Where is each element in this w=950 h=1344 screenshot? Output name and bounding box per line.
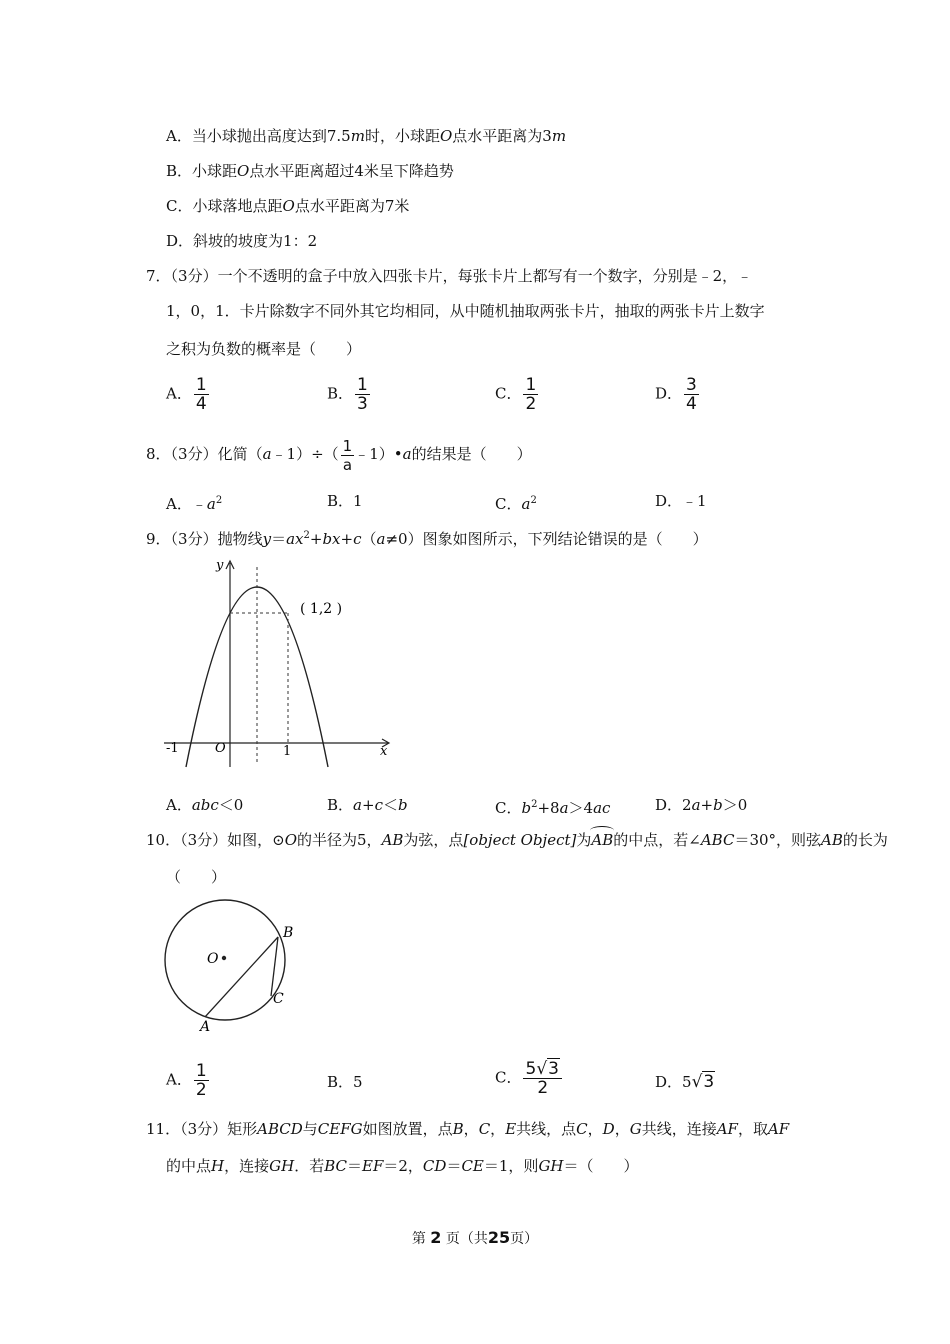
q10-option-d: D．5√3: [655, 1072, 715, 1092]
chord-bc: [271, 937, 278, 996]
label-c: C: [273, 991, 284, 1007]
y-axis-label: y: [216, 558, 224, 573]
q7-stem-line1: 7．（3分）一个不透明的盒子中放入四张卡片，每张卡片上都写有一个数字，分别是﹣2，﹣: [146, 267, 753, 285]
parabola-graph: [160, 555, 400, 775]
q10-stem-line1: 10．（3分）如图，⊙O的半径为5，AB为弦，点[object Object]为AB的中点，若∠ABC＝30°，则弦AB的长为: [146, 831, 888, 849]
label-o: O: [207, 951, 219, 967]
q10-option-a: A． $\frac{1}{2}$: [166, 1061, 207, 1100]
q9-stem: 9．（3分）抛物线$y=ax^2+bx+c(a\ne 0)$图象如图所示，下列结论错误的是（ ）: [146, 530, 708, 548]
one-label: 1: [283, 744, 292, 759]
chord-ab: [205, 937, 278, 1017]
q8-option-a: A．$﹣a^2$: [166, 495, 223, 513]
current-page-number: 2: [430, 1228, 442, 1247]
q10-option-c: C． $\frac{5√3}{2}$: [495, 1060, 562, 1097]
circle-figure: [155, 895, 315, 1040]
q9-option-a: A．abc＜0: [166, 796, 244, 814]
q9-option-b: B．a+c＜b: [327, 796, 408, 814]
q10-stem-line2: （ ）: [166, 868, 227, 886]
q7-option-a: A． $\frac{1}{4}$: [166, 375, 207, 414]
label-a: A: [200, 1019, 211, 1035]
q7-stem-line2: 1，0，1．卡片除数字不同外其它均相同，从中随机抽取两张卡片，抽取的两张卡片上数字: [166, 302, 765, 320]
origin-label: O: [215, 741, 226, 756]
page-footer: 第 2 页（共25页）: [411, 1228, 539, 1247]
x-axis-label: x: [380, 744, 388, 759]
q8-stem: 8．（3分）化简（a﹣1）÷（ $\frac{1}{a}$ ﹣1）•a的结果是（ ）: [146, 436, 532, 474]
neg-one-label: -1: [166, 741, 179, 756]
q11-stem-line1: 11．（3分）矩形ABCD与CEFG如图放置，点B，C，E共线，点C，D，G共线，连接AF，取AF: [146, 1120, 790, 1138]
q9-option-c: C．$b^2+8a>4ac$: [495, 799, 611, 817]
q6-option-d: D．斜坡的坡度为1：2: [166, 232, 318, 250]
q9-option-d: D．2a+b＞0: [655, 796, 748, 814]
q6-option-c: C．小球落地点距O点水平距离为7米: [166, 197, 410, 215]
q11-stem-line2: 的中点H，连接GH．若BC＝EF＝2，CD＝CE＝1，则GH＝（ ）: [166, 1157, 639, 1175]
total-page-count: 25: [487, 1228, 511, 1247]
q7-option-b: B． $\frac{1}{3}$: [327, 375, 368, 414]
q6-option-a: A．当小球抛出高度达到7.5m时，小球距O点水平距离为3m: [166, 127, 567, 145]
q7-stem-line3: 之积为负数的概率是（ ）: [166, 340, 362, 358]
label-b: B: [283, 925, 294, 941]
q8-option-b: B．1: [327, 492, 363, 510]
circle-o: [165, 900, 285, 1020]
q6-option-b: B．小球距O点水平距离超过4米呈下降趋势: [166, 162, 454, 180]
q7-option-c: C． $\frac{1}{2}$: [495, 375, 537, 414]
q8-option-c: C．$a^2$: [495, 495, 537, 513]
q8-option-d: D．﹣1: [655, 492, 707, 510]
q10-option-b: B．5: [327, 1073, 363, 1091]
point-label: ( 1,2 ): [300, 601, 343, 617]
q7-option-d: D． $\frac{3}{4}$: [655, 375, 697, 414]
center-dot: [222, 956, 226, 960]
